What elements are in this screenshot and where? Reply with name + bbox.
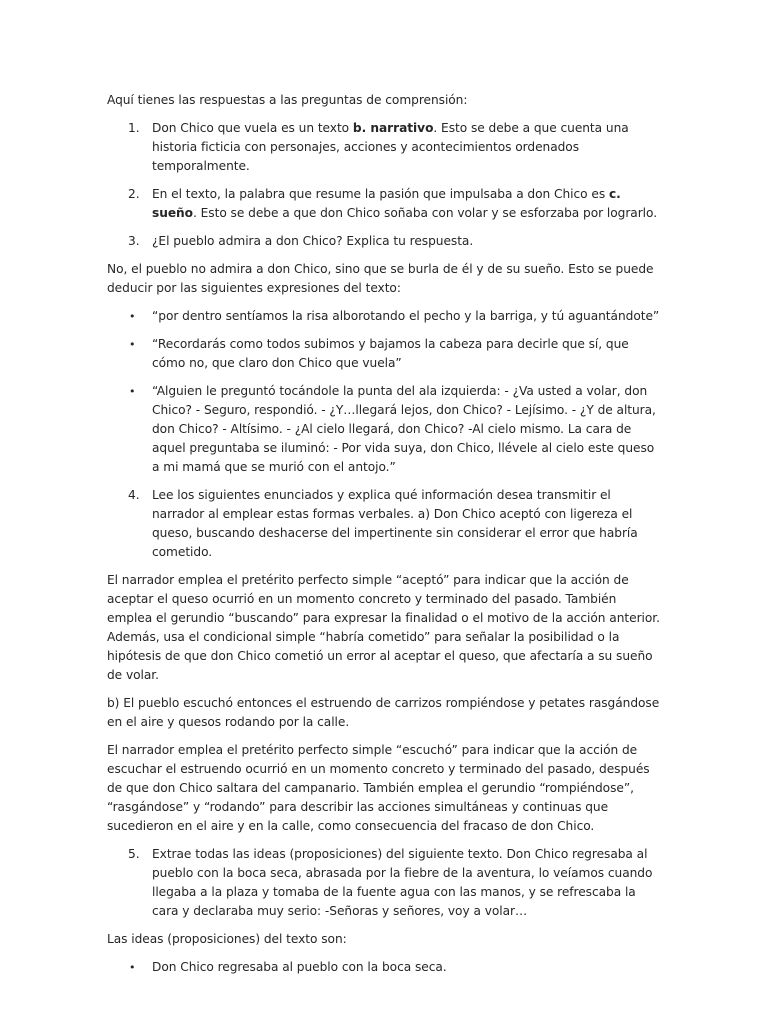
quote-text: “Alguien le preguntó tocándole la punta del ala izquierda: - ¿Va usted a volar, don Chico? - Seguro, respondió. - ¿Y…llegará lejos, don Chico? - Lejísimo. - ¿Y de altura, don Chico? - Altísimo. - ¿Al cielo llegará, don Chico? -Al cielo mismo. La cara de aquel preguntaba se iluminó: - Por vida suya, don Chico, llévele al cielo este queso a mi mamá que se murió con el antojo.”: [152, 384, 656, 474]
list-marker: 1.: [128, 121, 140, 135]
answer-2-choice: c. sueño: [152, 187, 621, 220]
list-marker: 5.: [128, 847, 140, 861]
bullet-icon: •: [129, 338, 136, 351]
statement-b-paragraph: b) El pueblo escuchó entonces el estruendo de carrizos rompiéndose y petates rasgándose en el aire y quesos rodando por la calle.: [107, 696, 660, 729]
quote-text: “por dentro sentíamos la risa alborotando el pecho y la barriga, y tú aguantándote”: [152, 309, 660, 323]
quote-item: [107, 335, 663, 373]
question-4-text: Lee los siguientes enunciados y explica qué información desea transmitir el narrador al emplear estas formas verbales. a) Don Chico aceptó con ligereza el queso, buscando deshacerse del impertinente sin considerar el error que habría cometido.: [152, 488, 638, 559]
bullet-icon: •: [129, 961, 136, 974]
document-page: [107, 91, 663, 986]
list-marker: 4.: [128, 488, 140, 502]
quote-item: [107, 307, 663, 326]
question-3: [107, 232, 663, 251]
answer-2-explanation: . Esto se debe a que don Chico soñaba con volar y se esforzaba por lograrlo.: [193, 206, 658, 220]
answer-3-paragraph: No, el pueblo no admira a don Chico, sino que se burla de él y de su sueño. Esto se puede deducir por las siguientes expresiones del texto:: [107, 262, 654, 295]
question-4: [107, 486, 663, 562]
bullet-icon: •: [129, 310, 136, 323]
intro-paragraph: Aquí tienes las respuestas a las preguntas de comprensión:: [107, 93, 468, 107]
answer-1-text: Don Chico que vuela es un texto: [152, 121, 353, 135]
quote-text: “Recordarás como todos subimos y bajamos la cabeza para decirle que sí, que cómo no, que claro don Chico que vuela”: [152, 337, 629, 370]
answer-5-intro: Las ideas (proposiciones) del texto son:: [107, 932, 347, 946]
list-marker: 3.: [128, 234, 140, 248]
question-5-text: Extrae todas las ideas (proposiciones) del siguiente texto. Don Chico regresaba al pueblo con la boca seca, abrasada por la fiebre de la aventura, lo veíamos cuando llegaba a la plaza y tomaba de la fuente agua con las manos, y se refrescaba la cara y declaraba muy serio: -Señoras y señores, voy a volar…: [152, 847, 653, 918]
idea-item: [107, 958, 663, 977]
question-3-text: ¿El pueblo admira a don Chico? Explica tu respuesta.: [152, 234, 474, 248]
idea-text: Don Chico regresaba al pueblo con la boca seca.: [152, 960, 447, 974]
list-marker: 2.: [128, 187, 140, 201]
question-5: [107, 845, 663, 921]
answer-2: [107, 185, 663, 223]
bullet-icon: •: [129, 385, 136, 398]
quote-item: [107, 382, 663, 477]
answer-2-text: En el texto, la palabra que resume la pasión que impulsaba a don Chico es: [152, 187, 609, 201]
answer-1-choice: b. narrativo: [352, 121, 434, 135]
answer-1: [107, 119, 663, 176]
answer-4a-paragraph: El narrador emplea el pretérito perfecto simple “aceptó” para indicar que la acción de aceptar el queso ocurrió en un momento concreto y terminado del pasado. También emplea el gerundio “buscando” para expresar la finalidad o el motivo de la acción anterior. Además, usa el condicional simple “habría cometido” para señalar la posibilidad o la hipótesis de que don Chico cometió un error al aceptar el queso, que afectaría a su sueño de volar.: [107, 573, 660, 682]
answer-4b-paragraph: El narrador emplea el pretérito perfecto simple “escuchó” para indicar que la acción de escuchar el estruendo ocurrió en un momento concreto y terminado del pasado, después de que don Chico saltara del campanario. También emplea el gerundio “rompiéndose”, “rasgándose” y “rodando” para describir las acciones simultáneas y continuas que sucedieron en el aire y en la calle, como consecuencia del fracaso de don Chico.: [107, 743, 650, 833]
answer-1-explanation: . Esto se debe a que cuenta una historia ficticia con personajes, acciones y acontecimientos ordenados temporalmente.: [152, 121, 629, 173]
